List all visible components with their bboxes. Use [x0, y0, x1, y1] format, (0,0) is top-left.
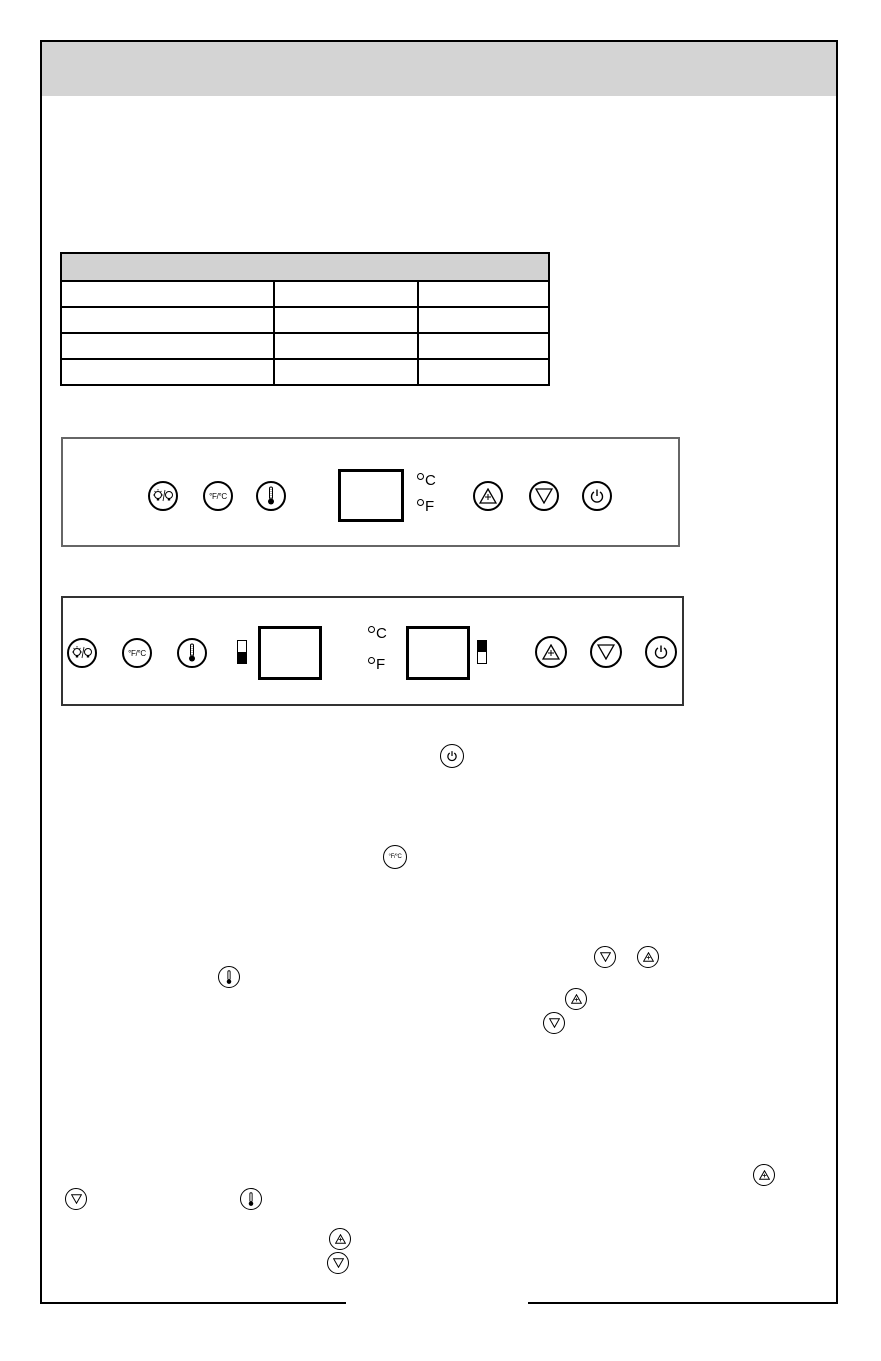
power-icon	[446, 750, 458, 762]
down-button[interactable]	[529, 481, 559, 511]
down-arrow-icon	[597, 644, 615, 660]
temperature-button[interactable]	[177, 638, 207, 668]
fahrenheit-label: F	[376, 656, 386, 673]
down-button[interactable]	[590, 636, 622, 668]
table-cell	[418, 307, 549, 333]
temperature-button[interactable]	[256, 481, 286, 511]
inline-down-icon	[594, 946, 616, 968]
down-arrow-icon	[600, 952, 611, 962]
inline-down-icon	[543, 1012, 565, 1034]
celsius-led	[417, 473, 424, 480]
power-button[interactable]	[645, 636, 677, 668]
single-zone-control-panel	[61, 437, 680, 547]
table-row	[61, 333, 549, 359]
down-arrow-icon	[333, 1258, 344, 1268]
table-cell	[418, 359, 549, 385]
fahrenheit-indicator	[368, 657, 385, 672]
power-icon	[589, 488, 605, 504]
down-arrow-icon	[71, 1194, 82, 1204]
power-icon	[653, 644, 669, 660]
light-icon	[71, 645, 93, 661]
inline-up-icon	[329, 1228, 351, 1250]
table-cell	[61, 307, 274, 333]
celsius-indicator	[368, 626, 387, 641]
page-frame-bottom-right	[528, 1302, 838, 1304]
fahrenheit-led	[417, 499, 424, 506]
thermometer-icon	[247, 1192, 255, 1207]
table-row	[61, 359, 549, 385]
table-cell	[274, 333, 418, 359]
zone-lower-segment	[478, 652, 486, 663]
unit-toggle-label: °F/°C	[388, 854, 402, 860]
thermometer-icon	[266, 486, 276, 506]
table-header-cell	[61, 253, 549, 281]
up-arrow-icon	[479, 488, 497, 504]
inline-up-icon	[565, 988, 587, 1010]
dual-zone-control-panel	[61, 596, 684, 706]
thermometer-icon	[225, 970, 233, 985]
celsius-label: C	[376, 625, 387, 642]
lower-zone-display	[258, 626, 322, 680]
table-cell	[61, 281, 274, 307]
up-arrow-icon	[542, 644, 560, 660]
up-button[interactable]	[535, 636, 567, 668]
table-cell	[418, 281, 549, 307]
upper-zone-display	[406, 626, 470, 680]
fahrenheit-label: F	[425, 498, 435, 515]
page-frame-bottom-left	[40, 1302, 346, 1304]
power-button[interactable]	[582, 481, 612, 511]
section-header-bar	[42, 42, 836, 96]
temperature-table	[60, 252, 550, 386]
fahrenheit-indicator	[417, 499, 434, 514]
light-button[interactable]	[148, 481, 178, 511]
table-cell	[274, 359, 418, 385]
table-cell	[61, 333, 274, 359]
upper-zone-indicator	[477, 640, 487, 664]
zone-upper-segment	[238, 641, 246, 652]
up-button[interactable]	[473, 481, 503, 511]
down-arrow-icon	[549, 1018, 560, 1028]
table-header-row	[61, 253, 549, 281]
celsius-indicator	[417, 473, 436, 488]
table-cell	[418, 333, 549, 359]
fahrenheit-led	[368, 657, 375, 664]
table-cell	[61, 359, 274, 385]
unit-toggle-button[interactable]	[122, 638, 152, 668]
inline-down-icon	[65, 1188, 87, 1210]
lower-zone-indicator	[237, 640, 247, 664]
zone-lower-segment	[238, 652, 246, 663]
thermometer-icon	[187, 643, 197, 663]
inline-power-icon	[440, 744, 464, 768]
light-icon	[152, 488, 174, 504]
inline-down-icon	[327, 1252, 349, 1274]
inline-thermometer-icon	[218, 966, 240, 988]
table-row	[61, 281, 549, 307]
temperature-display	[338, 469, 404, 522]
table-cell	[274, 281, 418, 307]
inline-thermometer-icon	[240, 1188, 262, 1210]
unit-toggle-button[interactable]	[203, 481, 233, 511]
up-arrow-icon	[643, 952, 654, 962]
light-button[interactable]	[67, 638, 97, 668]
zone-upper-segment	[478, 641, 486, 652]
up-arrow-icon	[335, 1234, 346, 1244]
up-arrow-icon	[571, 994, 582, 1004]
celsius-led	[368, 626, 375, 633]
unit-toggle-label: °F/°C	[209, 491, 227, 501]
inline-up-icon	[753, 1164, 775, 1186]
inline-unit-toggle-icon	[383, 845, 407, 869]
up-arrow-icon	[759, 1170, 770, 1180]
celsius-label: C	[425, 472, 436, 489]
table-cell	[274, 307, 418, 333]
inline-up-icon	[637, 946, 659, 968]
table-row	[61, 307, 549, 333]
unit-toggle-label: °F/°C	[128, 648, 146, 658]
down-arrow-icon	[535, 488, 553, 504]
